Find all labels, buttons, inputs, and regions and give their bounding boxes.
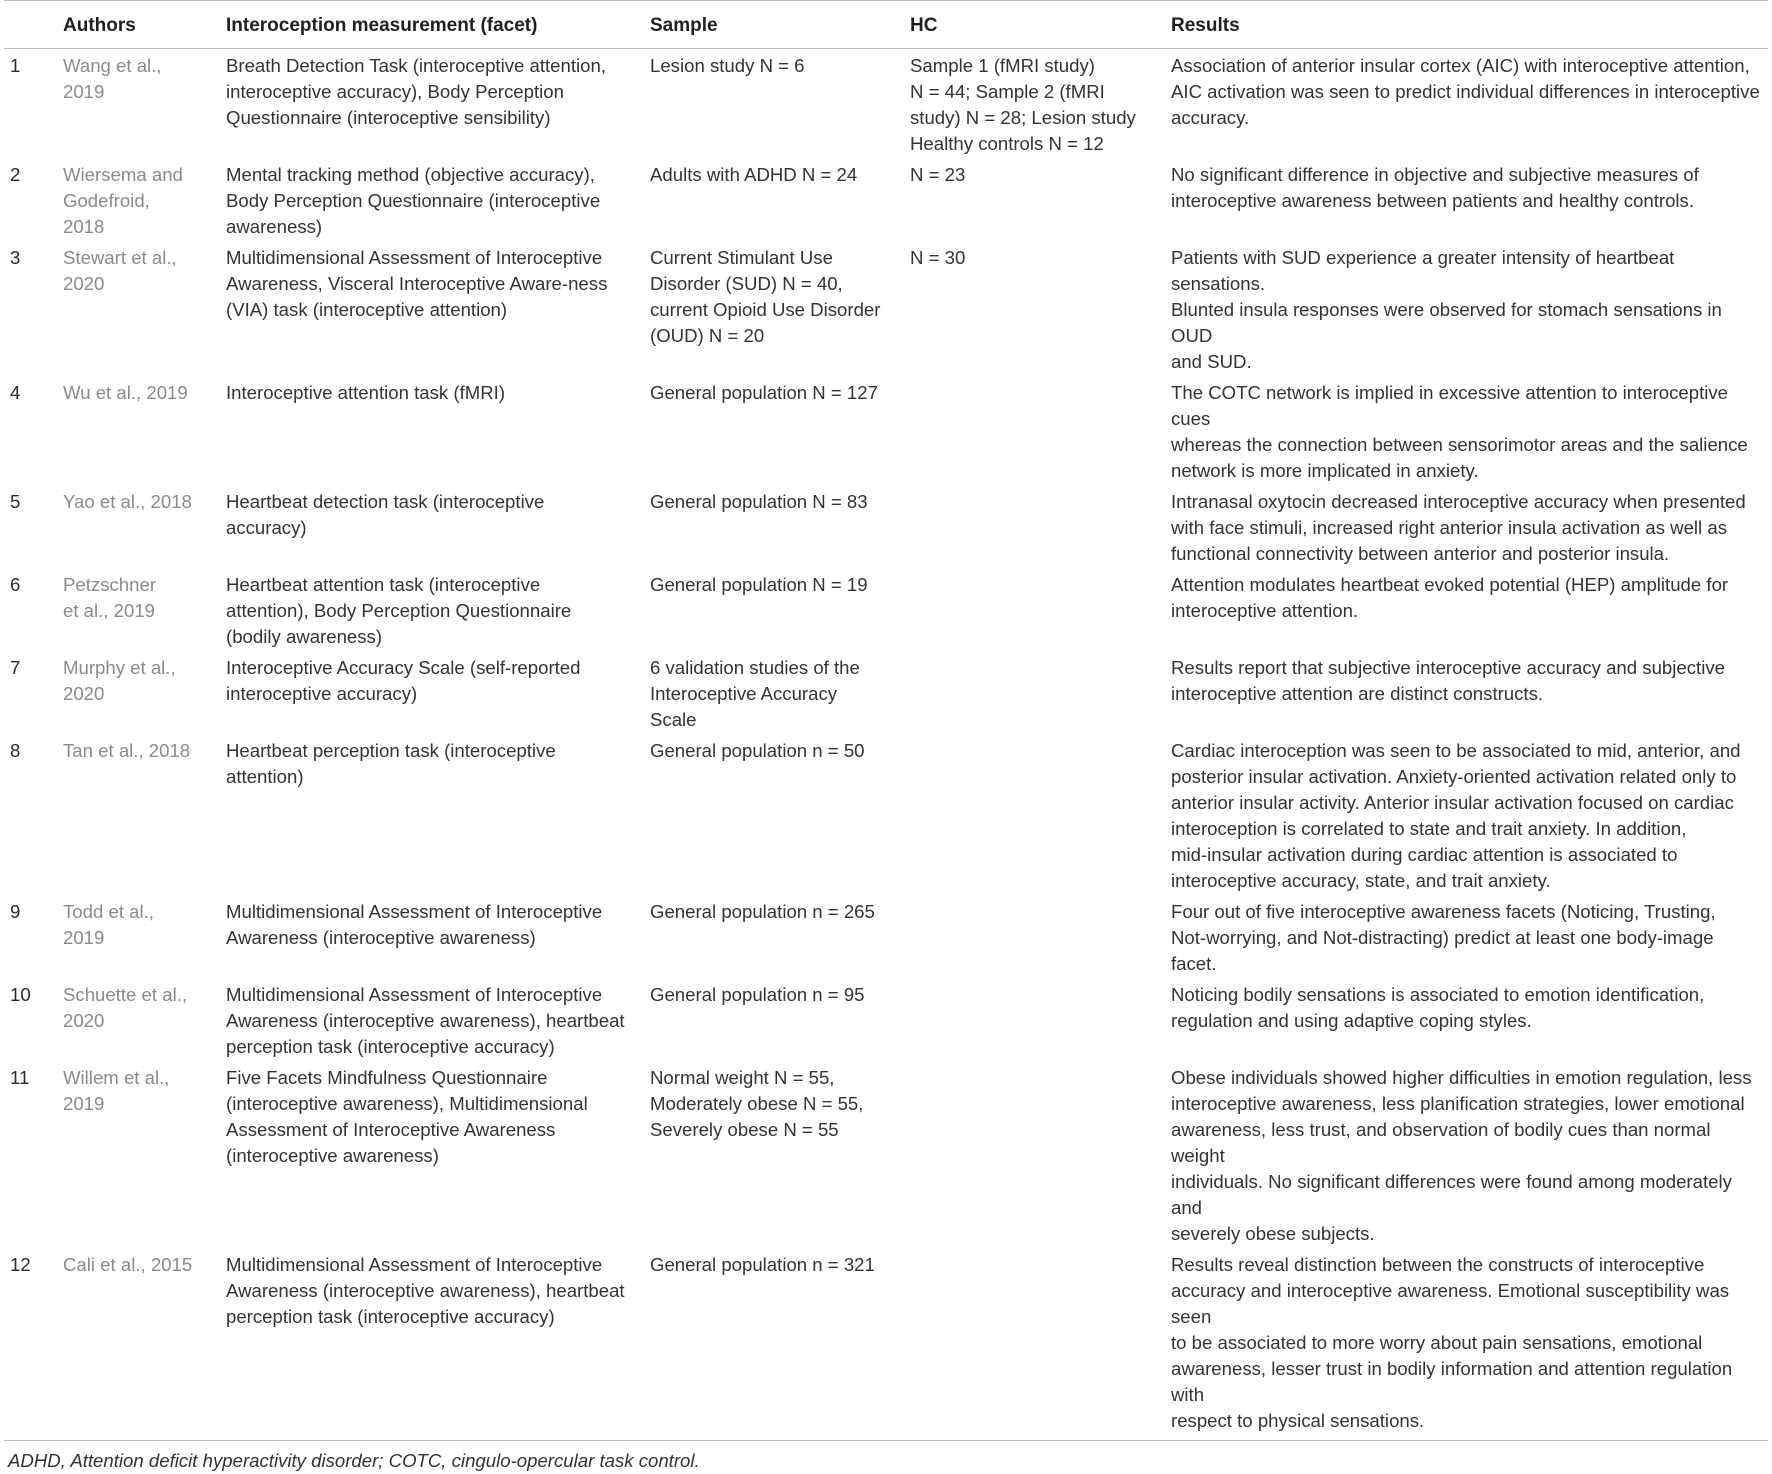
header-measurement: Interoception measurement (facet) bbox=[222, 1, 646, 49]
results-cell-line: to be associated to more worry about pain sensations, emotional bbox=[1171, 1332, 1703, 1353]
measurement-cell-line: Heartbeat attention task (interoceptive bbox=[226, 574, 541, 595]
results-cell-line: and SUD. bbox=[1171, 351, 1252, 372]
results-cell-line: Not-worrying, and Not-distracting) predict at least one body-image facet. bbox=[1171, 927, 1714, 974]
results-cell bbox=[1167, 978, 1768, 1061]
sample-cell bbox=[646, 485, 906, 568]
authors-cell-line: 2018 bbox=[63, 216, 105, 237]
sample-cell-line: Normal weight N = 55, bbox=[650, 1067, 835, 1088]
row-number: 12 bbox=[4, 1248, 59, 1441]
results-cell-line: Obese individuals showed higher difficulties in emotion regulation, less bbox=[1171, 1067, 1752, 1088]
table-row bbox=[4, 485, 1768, 568]
results-cell bbox=[1167, 568, 1768, 651]
sample-cell-line: General population N = 19 bbox=[650, 574, 868, 595]
table-row bbox=[4, 1061, 1768, 1248]
measurement-cell-line: Awareness (interoceptive awareness), heartbeat bbox=[226, 1010, 625, 1031]
results-cell-line: interoceptive attention are distinct constructs. bbox=[1171, 683, 1544, 704]
results-cell bbox=[1167, 376, 1768, 485]
row-number: 11 bbox=[10, 1067, 30, 1088]
sample-cell bbox=[646, 158, 906, 241]
row-number: 3 bbox=[10, 247, 21, 268]
hc-cell bbox=[906, 568, 1167, 651]
header-results: Results bbox=[1167, 1, 1768, 49]
authors-cell-line: 2019 bbox=[63, 1093, 105, 1114]
authors-cell bbox=[59, 895, 222, 978]
measurement-cell-line: Body Perception Questionnaire (interoceptive bbox=[226, 190, 601, 211]
measurement-cell bbox=[222, 485, 646, 568]
sample-cell bbox=[646, 978, 906, 1061]
table-row bbox=[4, 158, 1768, 241]
authors-cell-line: 2020 bbox=[63, 273, 105, 294]
row-number: 5 bbox=[10, 491, 21, 512]
hc-cell bbox=[906, 49, 1167, 159]
authors-cell-line: 2020 bbox=[63, 683, 105, 704]
authors-cell-line: Wiersema and bbox=[63, 164, 183, 185]
results-cell-line: interoceptive awareness, less planification strategies, lower emotional bbox=[1171, 1093, 1745, 1114]
sample-cell-line: Scale bbox=[650, 709, 697, 730]
results-cell-line: whereas the connection between sensorimotor areas and the salience bbox=[1171, 434, 1748, 455]
authors-cell-line: 2019 bbox=[63, 927, 105, 948]
sample-cell-line: Severely obese N = 55 bbox=[650, 1119, 839, 1140]
measurement-cell-line: perception task (interoceptive accuracy) bbox=[226, 1036, 555, 1057]
sample-cell bbox=[646, 376, 906, 485]
authors-cell-line: Wu et al., 2019 bbox=[63, 382, 188, 403]
sample-cell bbox=[646, 1061, 906, 1248]
sample-cell-line: Lesion study N = 6 bbox=[650, 55, 805, 76]
results-cell-line: respect to physical sensations. bbox=[1171, 1410, 1425, 1431]
measurement-cell-line: (VIA) task (interoceptive attention) bbox=[226, 299, 508, 320]
row-number: 7 bbox=[10, 657, 21, 678]
measurement-cell-line: Mental tracking method (objective accuracy), bbox=[226, 164, 595, 185]
authors-cell bbox=[59, 651, 222, 734]
results-cell-line: severely obese subjects. bbox=[1171, 1223, 1375, 1244]
table-row bbox=[4, 978, 1768, 1061]
row-number: 6 bbox=[10, 574, 21, 595]
results-cell-line: No significant difference in objective and subjective measures of bbox=[1171, 164, 1699, 185]
hc-cell bbox=[906, 241, 1167, 376]
results-cell-line: interoceptive accuracy, state, and trait anxiety. bbox=[1171, 870, 1551, 891]
hc-cell bbox=[906, 978, 1167, 1061]
table-row bbox=[4, 568, 1768, 651]
authors-cell bbox=[59, 241, 222, 376]
measurement-cell bbox=[222, 568, 646, 651]
authors-cell-line: Schuette et al., bbox=[63, 984, 188, 1005]
results-cell-line: The COTC network is implied in excessive attention to interoceptive cues bbox=[1171, 382, 1729, 429]
measurement-cell-line: Interoceptive attention task (fMRI) bbox=[226, 382, 506, 403]
measurement-cell bbox=[222, 1061, 646, 1248]
row-number: 4 bbox=[10, 382, 21, 403]
results-cell-line: accuracy and interoceptive awareness. Emotional susceptibility was seen bbox=[1171, 1280, 1730, 1327]
measurement-cell-line: Five Facets Mindfulness Questionnaire bbox=[226, 1067, 548, 1088]
results-cell-line: Cardiac interoception was seen to be associated to mid, anterior, and bbox=[1171, 740, 1741, 761]
measurement-cell-line: awareness) bbox=[226, 216, 323, 237]
results-cell bbox=[1167, 895, 1768, 978]
results-cell bbox=[1167, 485, 1768, 568]
measurement-cell bbox=[222, 734, 646, 895]
authors-cell-line: Petzschner bbox=[63, 574, 157, 595]
hc-cell-line: N = 23 bbox=[910, 164, 966, 185]
measurement-cell-line: Multidimensional Assessment of Interoceptive bbox=[226, 901, 603, 922]
authors-cell bbox=[59, 485, 222, 568]
results-cell bbox=[1167, 651, 1768, 734]
authors-cell-line: Godefroid, bbox=[63, 190, 150, 211]
sample-cell-line: current Opioid Use Disorder bbox=[650, 299, 881, 320]
row-number: 8 bbox=[10, 740, 21, 761]
authors-cell-line: Cali et al., 2015 bbox=[63, 1254, 193, 1275]
table-row bbox=[4, 895, 1768, 978]
measurement-cell-line: Multidimensional Assessment of Interoceptive bbox=[226, 247, 603, 268]
results-cell-line: Noticing bodily sensations is associated to emotion identification, bbox=[1171, 984, 1705, 1005]
hc-cell bbox=[906, 651, 1167, 734]
authors-cell-line: Tan et al., 2018 bbox=[63, 740, 191, 761]
measurement-cell-line: attention), Body Perception Questionnaire bbox=[226, 600, 572, 621]
measurement-cell-line: (interoceptive awareness) bbox=[226, 1145, 439, 1166]
sample-cell bbox=[646, 49, 906, 159]
sample-cell-line: General population n = 50 bbox=[650, 740, 865, 761]
hc-cell-line: N = 44; Sample 2 (fMRI bbox=[910, 81, 1105, 102]
hc-cell bbox=[906, 376, 1167, 485]
results-cell-line: Results reveal distinction between the constructs of interoceptive bbox=[1171, 1254, 1705, 1275]
sample-cell-line: (OUD) N = 20 bbox=[650, 325, 765, 346]
table-footnote: ADHD, Attention deficit hyperactivity disorder; COTC, cingulo-opercular task control. bbox=[8, 1450, 700, 1471]
measurement-cell-line: Awareness, Visceral Interoceptive Aware-ness bbox=[226, 273, 608, 294]
table-body bbox=[4, 49, 1768, 1441]
table-row bbox=[4, 651, 1768, 734]
results-cell-line: Blunted insula responses were observed for stomach sensations in OUD bbox=[1171, 299, 1722, 346]
results-cell bbox=[1167, 49, 1768, 159]
table-header bbox=[4, 1, 1768, 49]
measurement-cell-line: Breath Detection Task (interoceptive attention, bbox=[226, 55, 607, 76]
measurement-cell-line: accuracy) bbox=[226, 517, 307, 538]
results-cell-line: anterior insular activity. Anterior insular activation focused on cardiac bbox=[1171, 792, 1734, 813]
measurement-cell bbox=[222, 49, 646, 159]
measurement-cell-line: Awareness (interoceptive awareness) bbox=[226, 927, 536, 948]
sample-cell bbox=[646, 1248, 906, 1441]
authors-cell bbox=[59, 158, 222, 241]
header-authors: Authors bbox=[59, 1, 222, 49]
sample-cell bbox=[646, 734, 906, 895]
results-cell-line: with face stimuli, increased right anterior insula activation as well as bbox=[1171, 517, 1727, 538]
hc-cell-line: Healthy controls N = 12 bbox=[910, 133, 1104, 154]
results-cell-line: accuracy. bbox=[1171, 107, 1250, 128]
results-cell bbox=[1167, 241, 1768, 376]
measurement-cell-line: Heartbeat perception task (interoceptive bbox=[226, 740, 556, 761]
results-cell bbox=[1167, 158, 1768, 241]
row-number: 9 bbox=[10, 901, 21, 922]
results-cell bbox=[1167, 734, 1768, 895]
measurement-cell bbox=[222, 241, 646, 376]
measurement-cell-line: interoceptive accuracy) bbox=[226, 683, 418, 704]
measurement-cell bbox=[222, 158, 646, 241]
results-cell-line: interoceptive awareness between patients and healthy controls. bbox=[1171, 190, 1695, 211]
results-cell-line: awareness, less trust, and observation of bodily cues than normal weight bbox=[1171, 1119, 1711, 1166]
results-cell-line: mid-insular activation during cardiac attention is associated to bbox=[1171, 844, 1678, 865]
results-cell-line: interoceptive attention. bbox=[1171, 600, 1359, 621]
authors-cell-line: 2020 bbox=[63, 1010, 105, 1031]
measurement-cell-line: Assessment of Interoceptive Awareness bbox=[226, 1119, 556, 1140]
header-hc: HC bbox=[906, 1, 1167, 49]
measurement-cell-line: (bodily awareness) bbox=[226, 626, 383, 647]
hc-cell bbox=[906, 734, 1167, 895]
authors-cell-line: Murphy et al., bbox=[63, 657, 176, 678]
measurement-cell bbox=[222, 651, 646, 734]
row-number: 2 bbox=[10, 164, 21, 185]
sample-cell-line: General population N = 83 bbox=[650, 491, 868, 512]
sample-cell-line: Moderately obese N = 55, bbox=[650, 1093, 864, 1114]
authors-cell-line: Wang et al., bbox=[63, 55, 162, 76]
header-row bbox=[4, 1, 1768, 49]
authors-cell-line: 2019 bbox=[63, 81, 105, 102]
hc-cell-line: Sample 1 (fMRI study) bbox=[910, 55, 1095, 76]
authors-cell-line: Todd et al., bbox=[63, 901, 154, 922]
measurement-cell-line: Questionnaire (interoceptive sensibility) bbox=[226, 107, 551, 128]
results-cell-line: individuals. No significant differences were found among moderately and bbox=[1171, 1171, 1732, 1218]
hc-cell-line: N = 30 bbox=[910, 247, 966, 268]
results-cell-line: functional connectivity between anterior and posterior insula. bbox=[1171, 543, 1670, 564]
measurement-cell-line: (interoceptive awareness), Multidimensional bbox=[226, 1093, 588, 1114]
table-row bbox=[4, 241, 1768, 376]
results-cell-line: network is more implicated in anxiety. bbox=[1171, 460, 1479, 481]
measurement-cell-line: Awareness (interoceptive awareness), heartbeat bbox=[226, 1280, 625, 1301]
hc-cell bbox=[906, 1061, 1167, 1248]
sample-cell-line: Adults with ADHD N = 24 bbox=[650, 164, 858, 185]
results-cell-line: AIC activation was seen to predict individual differences in interoceptive bbox=[1171, 81, 1760, 102]
measurement-cell bbox=[222, 895, 646, 978]
measurement-cell bbox=[222, 978, 646, 1061]
results-cell-line: interoception is correlated to state and trait anxiety. In addition, bbox=[1171, 818, 1687, 839]
authors-cell bbox=[59, 49, 222, 159]
authors-cell bbox=[59, 376, 222, 485]
sample-cell bbox=[646, 568, 906, 651]
row-number: 1 bbox=[10, 55, 21, 76]
results-cell bbox=[1167, 1248, 1768, 1441]
authors-cell bbox=[59, 568, 222, 651]
results-cell-line: posterior insular activation. Anxiety-oriented activation related only to bbox=[1171, 766, 1737, 787]
table-row bbox=[4, 1248, 1768, 1441]
authors-cell bbox=[59, 978, 222, 1061]
hc-cell-line: study) N = 28; Lesion study bbox=[910, 107, 1136, 128]
hc-cell bbox=[906, 485, 1167, 568]
authors-cell-line: Stewart et al., bbox=[63, 247, 177, 268]
header-sample: Sample bbox=[646, 1, 906, 49]
sample-cell-line: General population n = 265 bbox=[650, 901, 875, 922]
sample-cell-line: Interoceptive Accuracy bbox=[650, 683, 838, 704]
results-cell-line: Four out of five interoceptive awareness facets (Noticing, Trusting, bbox=[1171, 901, 1716, 922]
authors-cell-line: et al., 2019 bbox=[63, 600, 156, 621]
sample-cell bbox=[646, 241, 906, 376]
table-row bbox=[4, 49, 1768, 159]
results-cell-line: awareness, lesser trust in bodily information and attention regulation with bbox=[1171, 1358, 1733, 1405]
sample-cell bbox=[646, 895, 906, 978]
measurement-cell-line: Interoceptive Accuracy Scale (self-reported bbox=[226, 657, 581, 678]
measurement-cell-line: attention) bbox=[226, 766, 304, 787]
sample-cell-line: General population n = 321 bbox=[650, 1254, 875, 1275]
results-cell-line: Association of anterior insular cortex (AIC) with interoceptive attention, bbox=[1171, 55, 1750, 76]
measurement-cell-line: perception task (interoceptive accuracy) bbox=[226, 1306, 555, 1327]
measurement-cell bbox=[222, 1248, 646, 1441]
sample-cell-line: 6 validation studies of the bbox=[650, 657, 860, 678]
results-cell-line: Results report that subjective interoceptive accuracy and subjective bbox=[1171, 657, 1725, 678]
measurement-cell bbox=[222, 376, 646, 485]
sample-cell-line: Current Stimulant Use bbox=[650, 247, 833, 268]
results-table bbox=[4, 0, 1768, 1441]
sample-cell-line: General population N = 127 bbox=[650, 382, 878, 403]
authors-cell-line: Yao et al., 2018 bbox=[63, 491, 192, 512]
table-row bbox=[4, 376, 1768, 485]
results-cell-line: Attention modulates heartbeat evoked potential (HEP) amplitude for bbox=[1171, 574, 1729, 595]
hc-cell bbox=[906, 895, 1167, 978]
measurement-cell-line: Multidimensional Assessment of Interoceptive bbox=[226, 1254, 603, 1275]
header-number bbox=[4, 1, 59, 49]
results-cell-line: regulation and using adaptive coping styles. bbox=[1171, 1010, 1532, 1031]
authors-cell-line: Willem et al., bbox=[63, 1067, 170, 1088]
authors-cell bbox=[59, 1061, 222, 1248]
results-cell-line: Intranasal oxytocin decreased interoceptive accuracy when presented bbox=[1171, 491, 1746, 512]
sample-cell-line: General population n = 95 bbox=[650, 984, 865, 1005]
authors-cell bbox=[59, 1248, 222, 1441]
table-row bbox=[4, 734, 1768, 895]
sample-cell-line: Disorder (SUD) N = 40, bbox=[650, 273, 843, 294]
hc-cell bbox=[906, 158, 1167, 241]
results-cell bbox=[1167, 1061, 1768, 1248]
measurement-cell-line: Multidimensional Assessment of Interoceptive bbox=[226, 984, 603, 1005]
hc-cell bbox=[906, 1248, 1167, 1441]
results-cell-line: Patients with SUD experience a greater intensity of heartbeat sensations. bbox=[1171, 247, 1675, 294]
measurement-cell-line: Heartbeat detection task (interoceptive bbox=[226, 491, 545, 512]
measurement-cell-line: interoceptive accuracy), Body Perception bbox=[226, 81, 564, 102]
authors-cell bbox=[59, 734, 222, 895]
row-number: 10 bbox=[10, 984, 31, 1005]
sample-cell bbox=[646, 651, 906, 734]
